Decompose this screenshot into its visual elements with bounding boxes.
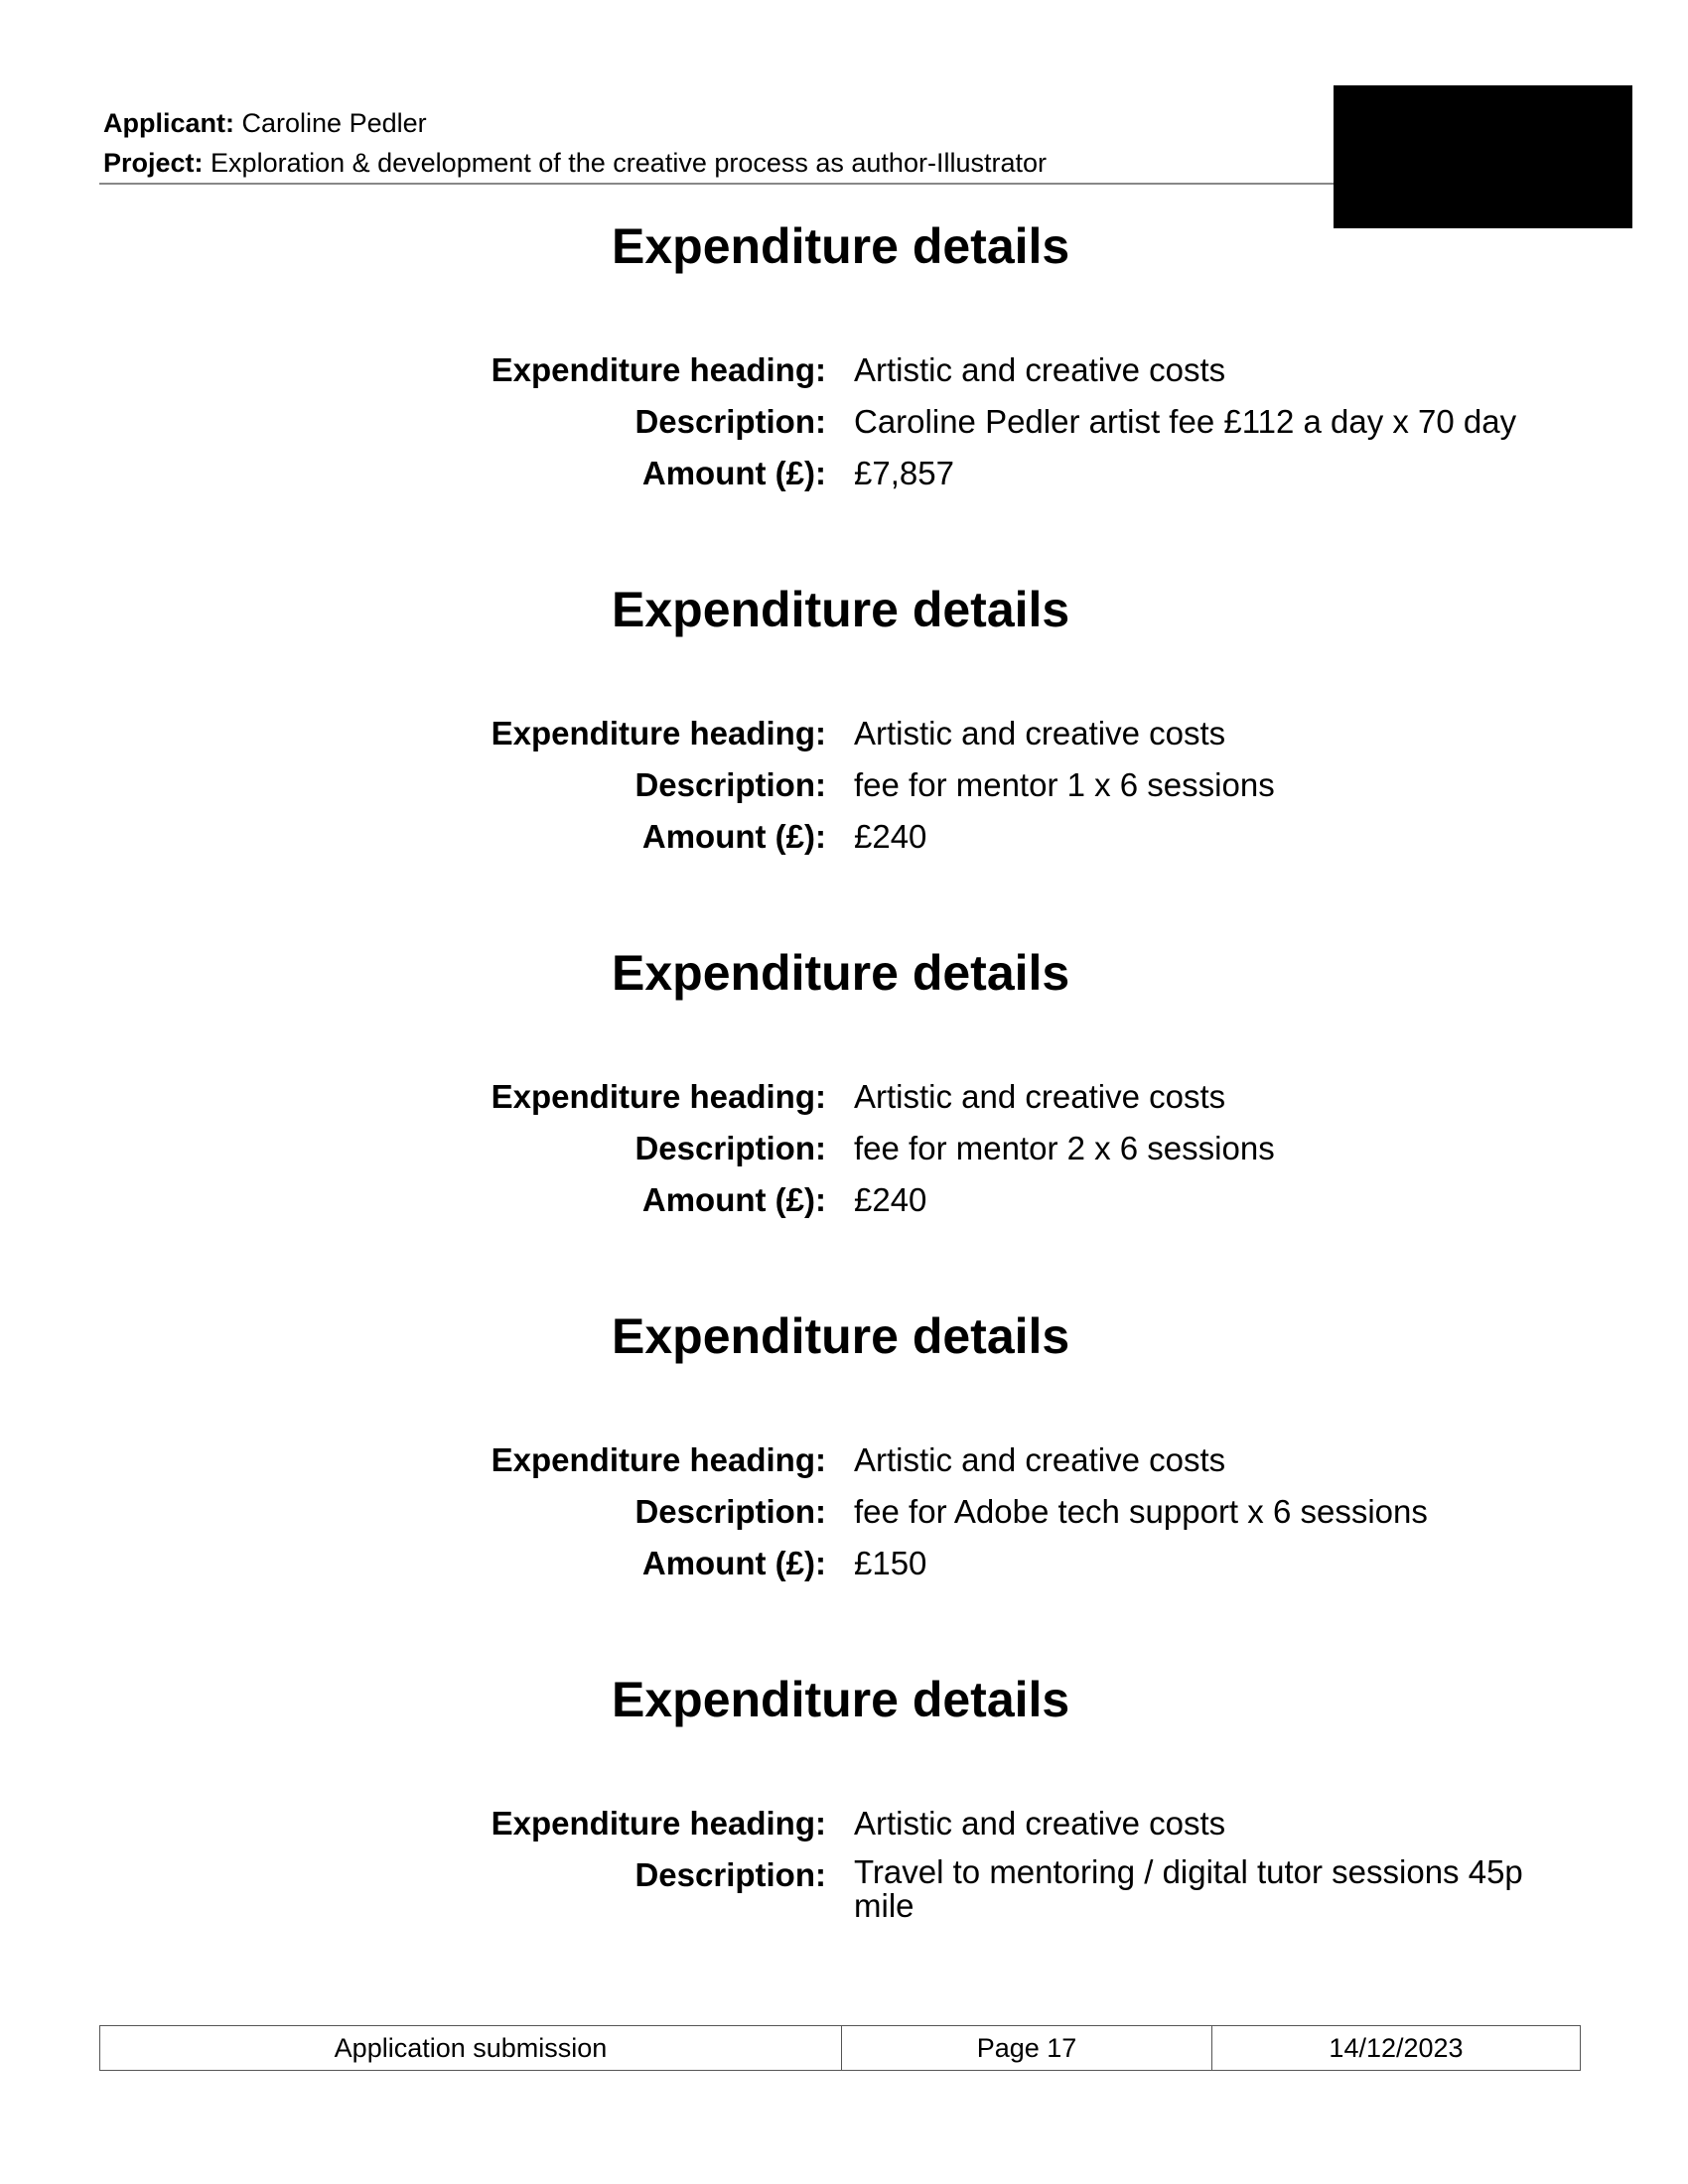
amount-label: Amount (£): — [641, 818, 826, 855]
page-footer — [99, 2025, 1581, 2071]
expenditure-heading-value: Artistic and creative costs — [854, 351, 1226, 388]
description-label: Description: — [634, 1856, 826, 1893]
description-row — [0, 402, 1688, 454]
expenditure-heading-row — [0, 1440, 1688, 1492]
expenditure-heading-label: Expenditure heading: — [491, 1805, 826, 1842]
expenditure-heading-row — [0, 350, 1688, 402]
description-value: fee for mentor 2 x 6 sessions — [854, 1130, 1275, 1166]
description-row — [0, 1129, 1688, 1180]
description-value: Caroline Pedler artist fee £112 a day x 70 day — [854, 403, 1517, 440]
applicant-line — [103, 103, 1329, 143]
expenditure-heading-value: Artistic and creative costs — [854, 1441, 1226, 1478]
expenditure-heading-row — [0, 714, 1688, 765]
expenditure-heading-value: Artistic and creative costs — [854, 1078, 1226, 1115]
description-label: Description: — [634, 1130, 826, 1166]
expenditure-heading-value: Artistic and creative costs — [854, 1805, 1226, 1842]
expenditure-heading-label: Expenditure heading: — [491, 1078, 826, 1115]
applicant-value: Caroline Pedler — [241, 108, 427, 138]
section-title: Expenditure details — [612, 218, 1070, 274]
project-label: Project: — [103, 148, 204, 178]
expenditure-heading-row — [0, 1804, 1688, 1855]
description-label: Description: — [634, 1493, 826, 1530]
section-title: Expenditure details — [612, 1672, 1070, 1727]
footer-document-type: Application submission — [100, 2026, 842, 2070]
redaction-block — [1334, 85, 1632, 228]
amount-label: Amount (£): — [641, 1545, 826, 1581]
project-line — [103, 143, 1329, 183]
document-header — [103, 103, 1329, 183]
description-label: Description: — [634, 766, 826, 803]
amount-value: £240 — [854, 818, 927, 855]
expenditure-heading-row — [0, 1077, 1688, 1129]
description-label: Description: — [634, 403, 826, 440]
expenditure-heading-label: Expenditure heading: — [491, 715, 826, 751]
section-title: Expenditure details — [612, 582, 1070, 637]
applicant-label: Applicant: — [103, 108, 234, 138]
amount-value: £7,857 — [854, 455, 954, 491]
amount-row — [0, 1544, 1688, 1595]
amount-label: Amount (£): — [641, 455, 826, 491]
description-value: fee for Adobe tech support x 6 sessions — [854, 1493, 1428, 1530]
description-row — [0, 1855, 1688, 1935]
section-title: Expenditure details — [612, 1308, 1070, 1364]
header-divider — [99, 183, 1336, 185]
amount-row — [0, 817, 1688, 869]
expenditure-heading-label: Expenditure heading: — [491, 1441, 826, 1478]
amount-label: Amount (£): — [641, 1181, 826, 1218]
footer-page-number: Page 17 — [842, 2026, 1212, 2070]
amount-row — [0, 1180, 1688, 1232]
expenditure-heading-value: Artistic and creative costs — [854, 715, 1226, 751]
section-title: Expenditure details — [612, 945, 1070, 1001]
description-value: fee for mentor 1 x 6 sessions — [854, 766, 1275, 803]
project-value: Exploration & development of the creative process as author-Illustrator — [211, 148, 1047, 178]
footer-date: 14/12/2023 — [1329, 2032, 1464, 2063]
description-value: Travel to mentoring / digital tutor sessions 45p mile — [854, 1853, 1523, 1924]
expenditure-heading-label: Expenditure heading: — [491, 351, 826, 388]
amount-value: £150 — [854, 1545, 927, 1581]
description-row — [0, 765, 1688, 817]
description-row — [0, 1492, 1688, 1544]
amount-row — [0, 454, 1688, 505]
amount-value: £240 — [854, 1181, 927, 1218]
